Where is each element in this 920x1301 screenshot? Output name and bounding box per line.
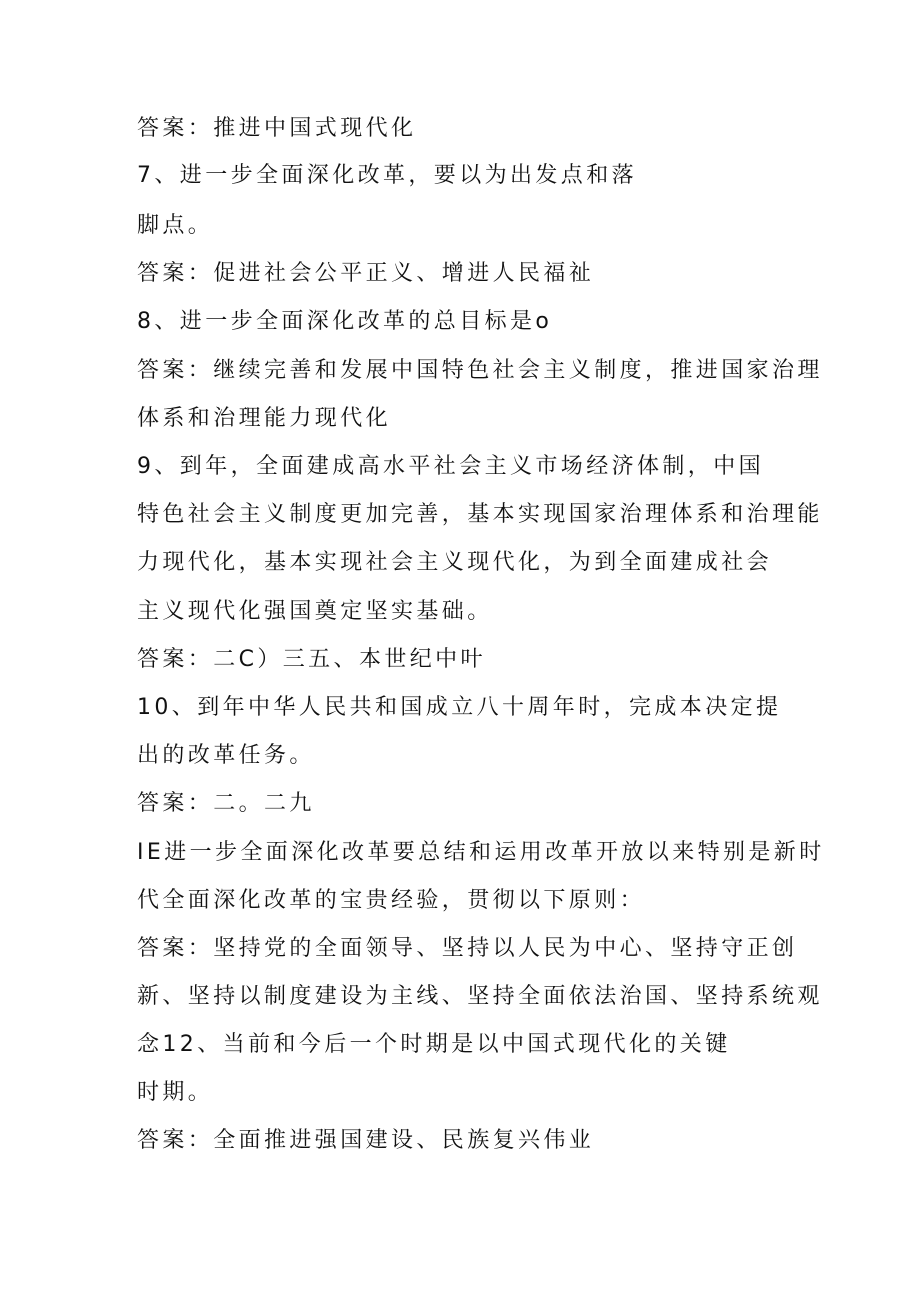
answer-line: 答案：推进中国式现代化 — [137, 116, 417, 141]
question-9-line-1: 9、到年，全面建成高水平社会主义市场经济体制，中国 — [137, 454, 764, 479]
question-7-line-2: 脚点。 — [137, 213, 214, 238]
answer-8-line-2: 体系和治理能力现代化 — [137, 406, 392, 431]
question-9-line-3: 力现代化，基本实现社会主义现代化，为到全面建成社会 — [137, 550, 773, 575]
answer-11-line-1: 答案：坚持党的全面领导、坚持以人民为中心、坚持守正创 — [137, 936, 798, 961]
question-9-line-4: 主义现代化强国奠定坚实基础。 — [137, 599, 493, 624]
question-11-line-1: IE进一步全面深化改革要总结和运用改革开放以来特别是新时 — [137, 840, 825, 865]
answer-12-line: 答案：全面推进强国建设、民族复兴伟业 — [137, 1128, 595, 1153]
question-11-line-2: 代全面深化改革的宝贵经验，贯彻以下原则： — [137, 888, 646, 913]
answer-9-line: 答案：二C）三五、本世纪中叶 — [137, 647, 486, 672]
question-12-line-2: 时期。 — [137, 1080, 214, 1105]
answer-7-line: 答案：促进社会公平正义、增进人民福祉 — [137, 261, 595, 286]
answer-11-line-3-question-12: 念12、当前和今后一个时期是以中国式现代化的关键 — [137, 1032, 731, 1057]
answer-8-line-1: 答案：继续完善和发展中国特色社会主义制度，推进国家治理 — [137, 358, 823, 383]
answer-11-line-2: 新、坚持以制度建设为主线、坚持全面依法治国、坚持系统观 — [137, 984, 823, 1009]
question-8-line: 8、进一步全面深化改革的总目标是o — [137, 309, 553, 334]
answer-10-line: 答案：二。二九 — [137, 791, 315, 816]
question-10-line-1: 10、到年中华人民共和国成立八十周年时，完成本决定提 — [137, 695, 782, 720]
question-7-line-1: 7、进一步全面深化改革，要以为出发点和落 — [137, 163, 637, 188]
question-10-line-2: 出的改革任务。 — [137, 743, 315, 768]
question-9-line-2: 特色社会主义制度更加完善，基本实现国家治理体系和治理能 — [137, 502, 823, 527]
